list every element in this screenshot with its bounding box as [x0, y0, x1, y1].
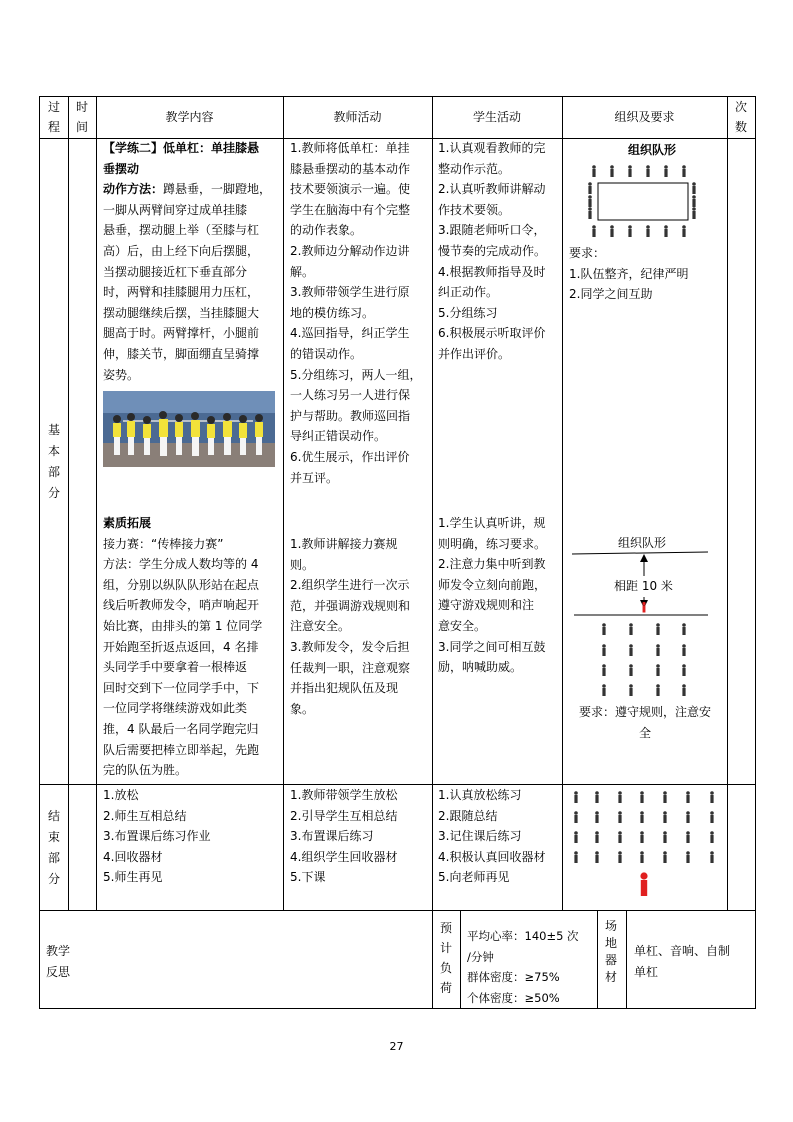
- student-figure-icon: [588, 182, 592, 194]
- venue-label: 场 地 器 材: [604, 919, 617, 984]
- student-figure-icon: [682, 684, 686, 696]
- student-figure-icon: [692, 207, 696, 219]
- practice-org-title: 组织队形: [627, 143, 676, 157]
- practice-org-requirements: 要求： 1.队伍整齐，纪律严明 2.同学之间互助: [569, 246, 689, 302]
- student-figure-icon: [710, 791, 714, 803]
- turnaround-line: [572, 552, 708, 554]
- student-figure-icon: [710, 831, 714, 843]
- student-figure-icon: [656, 623, 660, 635]
- reflection-label: 教学 反思: [46, 944, 71, 979]
- student-figure-icon: [628, 225, 632, 237]
- quality-content: 素质拓展 接力赛：“传棒接力赛” 方法：学生分成人数均等的 4 组，分别以纵队队形站在起点 线后听教师发令，哨声响起开 始比赛，由排头的第 1 位同学 开始跑至折返点返回，4 名排 头同学手中要拿着一根棒返 回时交到下一位同学手中，下 一位同学将继续游戏如此类 推，4 队最后一名同学跑完归 队后需要把棒立即举起，先跑 完的队伍为胜。: [103, 513, 279, 781]
- student-figure-icon: [595, 811, 599, 823]
- student-figure-icon: [588, 207, 592, 219]
- student-figure-icon: [640, 791, 644, 803]
- load-values: 平均心率：140±5 次 /分钟 群体密度：≥75% 个体密度：≥50%: [467, 929, 579, 1005]
- ending-teacher-figure: [640, 872, 647, 896]
- header-org: 组织及要求: [614, 110, 675, 124]
- relay-org-title: 组织队形: [617, 536, 666, 550]
- student-figure-icon: [592, 225, 596, 237]
- student-figure-icon: [682, 165, 686, 177]
- student-figure-icon: [692, 195, 696, 207]
- header-process: 过 程: [47, 100, 60, 134]
- student-figure-icon: [588, 195, 592, 207]
- practice-formation-diagram: [576, 160, 706, 240]
- student-figure-icon: [686, 851, 690, 863]
- student-figure-icon: [656, 644, 660, 656]
- practice-student-activity: 1.认真观看教师的完 整动作示范。 2.认真听教师讲解动 作技术要领。 3.跟随老师听口令， 慢节奏的完成动作。 4.根据教师指导及时 纠正动作。 5.分组练习 6.积极展示听取评价 并作出评价。: [438, 141, 547, 361]
- student-figure-icon: [682, 225, 686, 237]
- quality-title: 素质拓展: [103, 516, 152, 530]
- ending-student-activity: 1.认真放松练习 2.跟随总结 3.记住课后练习 4.积极认真回收器材 5.向老师再见: [438, 788, 546, 885]
- student-figure-icon: [663, 851, 667, 863]
- quality-teacher-activity: 1.教师讲解接力赛规 则。 2.组织学生进行一次示 范，并强调游戏规则和 注意安全。 3.教师发令，发令后担 任裁判一职，注意观察 并指出犯规队伍及现 象。: [290, 537, 411, 716]
- header-count: 次 数: [734, 100, 747, 134]
- ending-content: 1.放松 2.师生互相总结 3.布置课后练习作业 4.回收器材 5.师生再见: [103, 788, 211, 885]
- relay-distance-label: 相距 10 米: [614, 576, 684, 597]
- student-figure-icon: [602, 623, 606, 635]
- relay-org-requirements: 要求：遵守规则，注意安 全: [578, 705, 711, 740]
- student-figure-icon: [682, 623, 686, 635]
- student-figure-icon: [592, 165, 596, 177]
- student-figure-icon: [640, 811, 644, 823]
- student-figure-icon: [646, 225, 650, 237]
- student-figure-icon: [640, 831, 644, 843]
- student-figure-icon: [629, 684, 633, 696]
- header-content: 教学内容: [165, 110, 214, 124]
- student-figure-icon: [610, 225, 614, 237]
- student-figure-icon: [602, 644, 606, 656]
- header-time: 时 间: [75, 100, 88, 134]
- practice-title: 【学练二】低单杠：单挂膝悬: [103, 141, 260, 155]
- student-figure-icon: [646, 165, 650, 177]
- gym-photo-illustration: [103, 391, 275, 467]
- relay-teacher-figure: [642, 602, 645, 613]
- ending-section-label: 结 束 部 分: [47, 809, 60, 886]
- venue-equipment: 单杠、音响、自制 单杠: [634, 944, 731, 979]
- student-figure-icon: [686, 791, 690, 803]
- student-figure-icon: [629, 623, 633, 635]
- student-figure-icon: [663, 831, 667, 843]
- student-figure-icon: [692, 182, 696, 194]
- page-number: 27: [389, 1040, 404, 1053]
- student-figure-icon: [574, 851, 578, 863]
- student-figure-icon: [663, 791, 667, 803]
- student-figure-icon: [640, 851, 644, 863]
- teacher-figure-icon: [642, 602, 645, 613]
- relay-formation-diagram: [570, 550, 720, 700]
- student-figure-icon: [574, 831, 578, 843]
- student-figure-icon: [602, 664, 606, 676]
- practice-method-line: 动作方法：蹲悬垂，一脚蹬地，: [103, 182, 272, 197]
- student-figure-icon: [682, 664, 686, 676]
- student-figure-icon: [710, 851, 714, 863]
- student-figure-icon: [629, 644, 633, 656]
- teacher-figure-icon: [640, 872, 647, 896]
- student-figure-icon: [629, 664, 633, 676]
- student-figure-icon: [663, 811, 667, 823]
- student-figure-icon: [610, 165, 614, 177]
- student-figure-icon: [710, 811, 714, 823]
- student-figure-icon: [686, 811, 690, 823]
- ending-teacher-activity: 1.教师带领学生放松 2.引导学生互相总结 3.布置课后练习 4.组织学生回收器材 5.下课: [290, 788, 398, 885]
- student-figure-icon: [618, 831, 622, 843]
- horizontal-bar-area: [598, 183, 688, 220]
- student-figure-icon: [686, 831, 690, 843]
- student-figure-icon: [618, 791, 622, 803]
- header-student: 学生活动: [472, 110, 521, 124]
- student-figure-icon: [628, 165, 632, 177]
- student-figure-icon: [574, 791, 578, 803]
- student-figure-icon: [574, 811, 578, 823]
- student-figure-icon: [682, 644, 686, 656]
- header-teacher: 教师活动: [333, 110, 382, 124]
- student-figure-icon: [602, 684, 606, 696]
- student-figure-icon: [595, 831, 599, 843]
- load-label: 预 计 负 荷: [439, 921, 452, 995]
- basic-section-label: 基 本 部 分: [47, 423, 60, 500]
- practice-teacher-activity: 1.教师将低单杠：单挂 膝悬垂摆动的基本动作 技术要领演示一遍。使 学生在脑海中有个完整 的动作表象。 2.教师边分解动作边讲 解。 3.教师带领学生进行原 地的模仿练习。 4.巡回指导，纠正学生 的错误动作。 5.分组练习，两人一组， 一人练习另一人进行保 护与帮助。教师巡回指 导纠正错误动作。 6.优生展示，作出评价 并互评。: [290, 141, 422, 485]
- practice-content: 【学练二】低单杠：单挂膝悬 垂摆动 动作方法：蹲悬垂，一脚蹬地， 一脚从两臂间穿过成单挂膝 悬垂，摆动腿上举（至膝与杠 高）后，由上经下向后摆腿， 当摆动腿接近杠下垂直部分 时，两臂和挂膝腿用力压杠， 摆动腿继续后摆，当挂膝腿大 腿高于时。两臂撑杆，小腿前 伸，膝关节，脚面绷直呈骑撑 姿势。: [103, 138, 279, 385]
- student-figure-icon: [656, 684, 660, 696]
- ending-formation-diagram: [566, 786, 726, 906]
- student-figure-icon: [664, 165, 668, 177]
- student-figure-icon: [595, 791, 599, 803]
- practice-title-2: 垂摆动: [103, 161, 140, 176]
- quality-student-activity: 1.学生认真听讲，规 则明确，练习要求。 2.注意力集中听到教 师发令立刻向前跑， 遵守游戏规则和注 意安全。 3.同学之间可相互鼓 励，呐喊助威。: [438, 516, 547, 675]
- student-figure-icon: [664, 225, 668, 237]
- student-figure-icon: [656, 664, 660, 676]
- student-figure-icon: [618, 851, 622, 863]
- arrow-up: [640, 554, 648, 562]
- practice-photo: [103, 391, 275, 467]
- student-figure-icon: [618, 811, 622, 823]
- student-figure-icon: [595, 851, 599, 863]
